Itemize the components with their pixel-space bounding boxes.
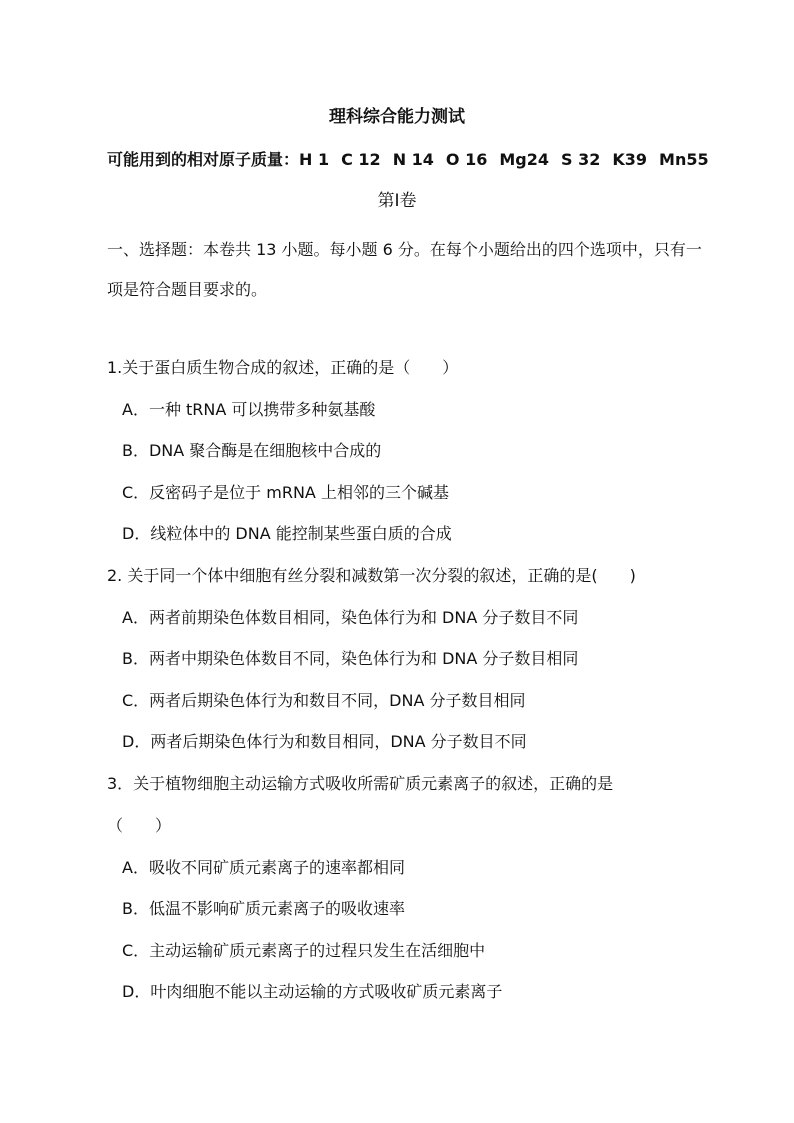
question-3-option-b: B．低温不影响矿质元素离子的吸收速率 [122,899,405,918]
question-1-option-d: D．线粒体中的 DNA 能控制某些蛋白质的合成 [122,524,452,543]
question-2-stem: 2. 关于同一个体中细胞有丝分裂和减数第一次分裂的叙述，正确的是( ) [107,566,636,585]
question-2-option-b: B．两者中期染色体数目不同，染色体行为和 DNA 分子数目相同 [122,649,579,668]
atomic-mass-item: O 16 [445,150,488,169]
atomic-mass-item: Mg24 [499,150,549,169]
section-instructions: 一、选择题：本卷共 13 小题。每小题 6 分。在每个小题给出的四个选项中，只有一项是符合题目要求的。 [107,240,702,299]
question-2-option-c: C．两者后期染色体行为和数目不同，DNA 分子数目相同 [122,691,526,710]
atomic-mass-item: S 32 [561,150,601,169]
question-3-option-a: A．吸收不同矿质元素离子的速率都相同 [122,858,405,877]
question-3-answer-paren: （ ） [107,816,172,835]
atomic-mass-item: H 1 [299,150,330,169]
atomic-masses-line [107,148,709,172]
question-1-stem: 1.关于蛋白质生物合成的叙述，正确的是（ ） [107,358,459,377]
question-2-option-d: D．两者后期染色体行为和数目相同，DNA 分子数目不同 [122,732,527,751]
volume-heading: 第Ⅰ卷 [377,191,417,211]
atomic-mass-item: Mn55 [659,150,709,169]
question-1-option-a: A．一种 tRNA 可以携带多种氨基酸 [122,400,376,419]
page-title: 理科综合能力测试 [329,107,465,127]
question-3-stem: 3．关于植物细胞主动运输方式吸收所需矿质元素离子的叙述，正确的是 [107,774,614,793]
question-2-option-a: A．两者前期染色体数目相同，染色体行为和 DNA 分子数目不同 [122,608,579,627]
atomic-mass-item: N 14 [392,150,434,169]
atomic-mass-item: K39 [612,150,648,169]
question-1-option-c: C．反密码子是位于 mRNA 上相邻的三个碱基 [122,483,449,502]
question-1-option-b: B．DNA 聚合酶是在细胞核中合成的 [122,441,382,460]
atomic-masses-label: 可能用到的相对原子质量： [107,150,300,169]
atomic-mass-item: C 12 [341,150,381,169]
question-3-option-d: D．叶肉细胞不能以主动运输的方式吸收矿质元素离子 [122,982,503,1001]
question-3-option-c: C．主动运输矿质元素离子的过程只发生在活细胞中 [122,941,486,960]
